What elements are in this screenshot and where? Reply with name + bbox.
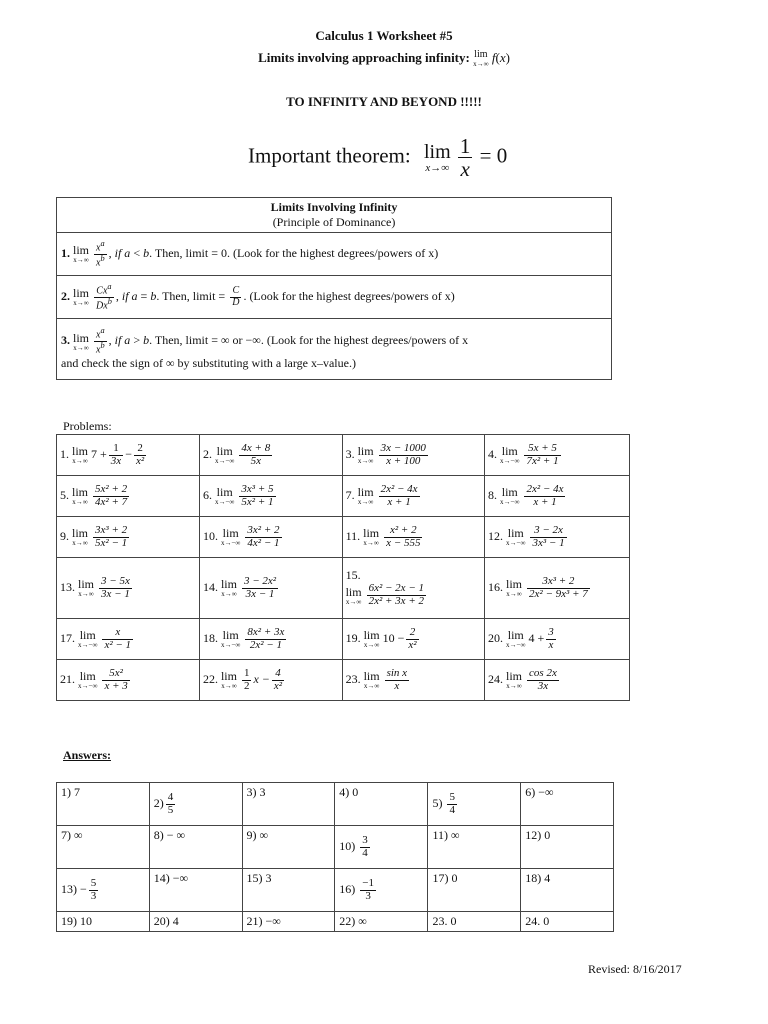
problem-cell: 1. lim x→∞ 7 + $\frac{1}{3x}$ − $\frac{2}{\text{x²}}$ xyxy=(57,435,200,476)
answer-cell: 7) ∞ xyxy=(57,826,150,869)
problem-cell: 5. lim x→∞ $\frac{\text{5x² + 2}}{\text{4x² + 7}}$ xyxy=(57,476,200,517)
problem-cell: 22. lim x→∞ $\frac{1}{2}$ x − $\frac{4}{\text{x²}}$ xyxy=(199,660,342,701)
problems-table xyxy=(56,434,630,701)
answer-cell: 18) 4 xyxy=(521,869,614,912)
answer-cell: 23. 0 xyxy=(428,912,521,932)
important-theorem: Important theorem: lim x→∞ $\frac{1}{x}$ = 0 xyxy=(248,134,508,182)
answers-label: Answers: xyxy=(63,748,111,762)
problem-cell: 14. lim x→∞ $\frac{\text{3 − 2x²}}{3x - 1}$ xyxy=(199,558,342,619)
answer-cell: 20) 4 xyxy=(149,912,242,932)
revised-date: Revised: 8/16/2017 xyxy=(588,962,682,976)
answer-cell: 5) $\frac{5}{4}$ xyxy=(428,783,521,826)
subtitle-limit: lim x→∞ xyxy=(473,49,489,69)
answer-cell: 1) 7 xyxy=(57,783,150,826)
answer-cell: 17) 0 xyxy=(428,869,521,912)
answer-cell: 4) 0 xyxy=(335,783,428,826)
problem-cell: 11. lim x→∞ $\frac{\text{x² + 2}}{x - 555}$ xyxy=(342,517,484,558)
answer-cell: 14) −∞ xyxy=(149,869,242,912)
answers-table xyxy=(56,782,614,932)
problem-cell: 16. lim x→∞ $\frac{\text{3x³ + 2}}{\text{2x² − 9x³ + 7}}$ xyxy=(485,558,630,619)
answer-cell: 16) $\frac{-1}{3}$ xyxy=(335,869,428,912)
problem-cell: 21. lim x→−∞ $\frac{\text{5x²}}{x + 3}$ xyxy=(57,660,200,701)
answer-cell: 15) 3 xyxy=(242,869,335,912)
problem-cell: 24. lim x→∞ $\frac{\cos 2x}{3x}$ xyxy=(485,660,630,701)
theorem-fraction: $\frac{1}{x}$ xyxy=(459,134,471,182)
problem-cell: 8. lim x→−∞ $\frac{\text{2x² − 4x}}{x + 1}$ xyxy=(485,476,630,517)
problem-cell: 3. lim x→∞ $\frac{3x - 1000}{x + 100}$ xyxy=(342,435,484,476)
dominance-header: Limits Involving Infinity (Principle of Dominance) xyxy=(57,198,612,233)
answer-cell: 19) 10 xyxy=(57,912,150,932)
problem-cell: 23. lim x→∞ $\frac{\text{sin x}}{x}$ xyxy=(342,660,484,701)
answer-cell: 9) ∞ xyxy=(242,826,335,869)
answer-cell: 8) − ∞ xyxy=(149,826,242,869)
dominance-rule-2: 2. lim x→∞ $\frac{Cx^a}{Dx^b}$ , if a = b. Then, limit = $\frac{C}{D}$ . (Look for the highest degrees/powers of x) xyxy=(57,276,612,319)
answer-cell: 3) 3 xyxy=(242,783,335,826)
answer-cell: 24. 0 xyxy=(521,912,614,932)
problem-cell: 6. lim x→−∞ $\frac{\text{3x³ + 5}}{\text{5x² + 1}}$ xyxy=(199,476,342,517)
problem-cell: 18. lim x→−∞ $\frac{\text{8x² + 3x}}{\text{2x² − 1}}$ xyxy=(199,619,342,660)
answer-cell: 10) $\frac{3}{4}$ xyxy=(335,826,428,869)
answer-cell: 13) − $\frac{5}{3}$ xyxy=(57,869,150,912)
problem-cell: 4. lim x→−∞ $\frac{5x + 5}{\text{7x² + 1}}$ xyxy=(485,435,630,476)
worksheet-subtitle: Limits involving approaching infinity: lim x→∞ f(x) xyxy=(258,49,510,69)
problem-cell: 17. lim x→−∞ $\frac{x}{\text{x² − 1}}$ xyxy=(57,619,200,660)
worksheet-title: Calculus 1 Worksheet #5 xyxy=(315,28,453,43)
problem-cell: 19. lim x→∞ 10 − $\frac{2}{\text{x²}}$ xyxy=(342,619,484,660)
problem-cell: 13. lim x→∞ $\frac{3 - 5x}{3x - 1}$ xyxy=(57,558,200,619)
problems-label: Problems: xyxy=(63,419,112,433)
theorem-limit: lim x→∞ xyxy=(423,140,451,174)
dominance-table xyxy=(56,197,612,380)
theorem-label: Important theorem: xyxy=(248,143,411,168)
slogan: TO INFINITY AND BEYOND !!!!! xyxy=(286,94,482,109)
answer-cell: 21) −∞ xyxy=(242,912,335,932)
answer-cell: 12) 0 xyxy=(521,826,614,869)
answer-cell: 2) $\frac{4}{5}$ xyxy=(149,783,242,826)
answer-cell: 22) ∞ xyxy=(335,912,428,932)
problem-cell: 9. lim x→∞ $\frac{\text{3x³ + 2}}{\text{5x² − 1}}$ xyxy=(57,517,200,558)
answer-cell: 6) −∞ xyxy=(521,783,614,826)
problem-cell: 12. lim x→−∞ $\frac{3 - 2x}{\text{3x³ − 1}}$ xyxy=(485,517,630,558)
problem-cell: 20. lim x→−∞ 4 + $\frac{3}{x}$ xyxy=(485,619,630,660)
problem-cell: 15. lim x→∞ $\frac{\text{6x² − 2x − 1}}{\text{2x² + 3x + 2}}$ xyxy=(342,558,484,619)
answer-cell: 11) ∞ xyxy=(428,826,521,869)
problem-cell: 10. lim x→−∞ $\frac{\text{3x² + 2}}{\text{4x² − 1}}$ xyxy=(199,517,342,558)
dominance-rule-3: 3. lim x→∞ $\frac{x^a}{x^b}$ , if a > b. Then, limit = ∞ or −∞. (Look for the highest degrees/powers of x and check the sign of ∞ by substituting with a large x–value.) xyxy=(57,319,612,380)
dominance-rule-1: 1. lim x→∞ $\frac{x^a}{x^b}$ , if a < b. Then, limit = 0. (Look for the highest degrees/powers of x) xyxy=(57,233,612,276)
problem-cell: 7. lim x→∞ $\frac{\text{2x² − 4x}}{x + 1}$ xyxy=(342,476,484,517)
problem-cell: 2. lim x→−∞ $\frac{4x + 8}{5x}$ xyxy=(199,435,342,476)
